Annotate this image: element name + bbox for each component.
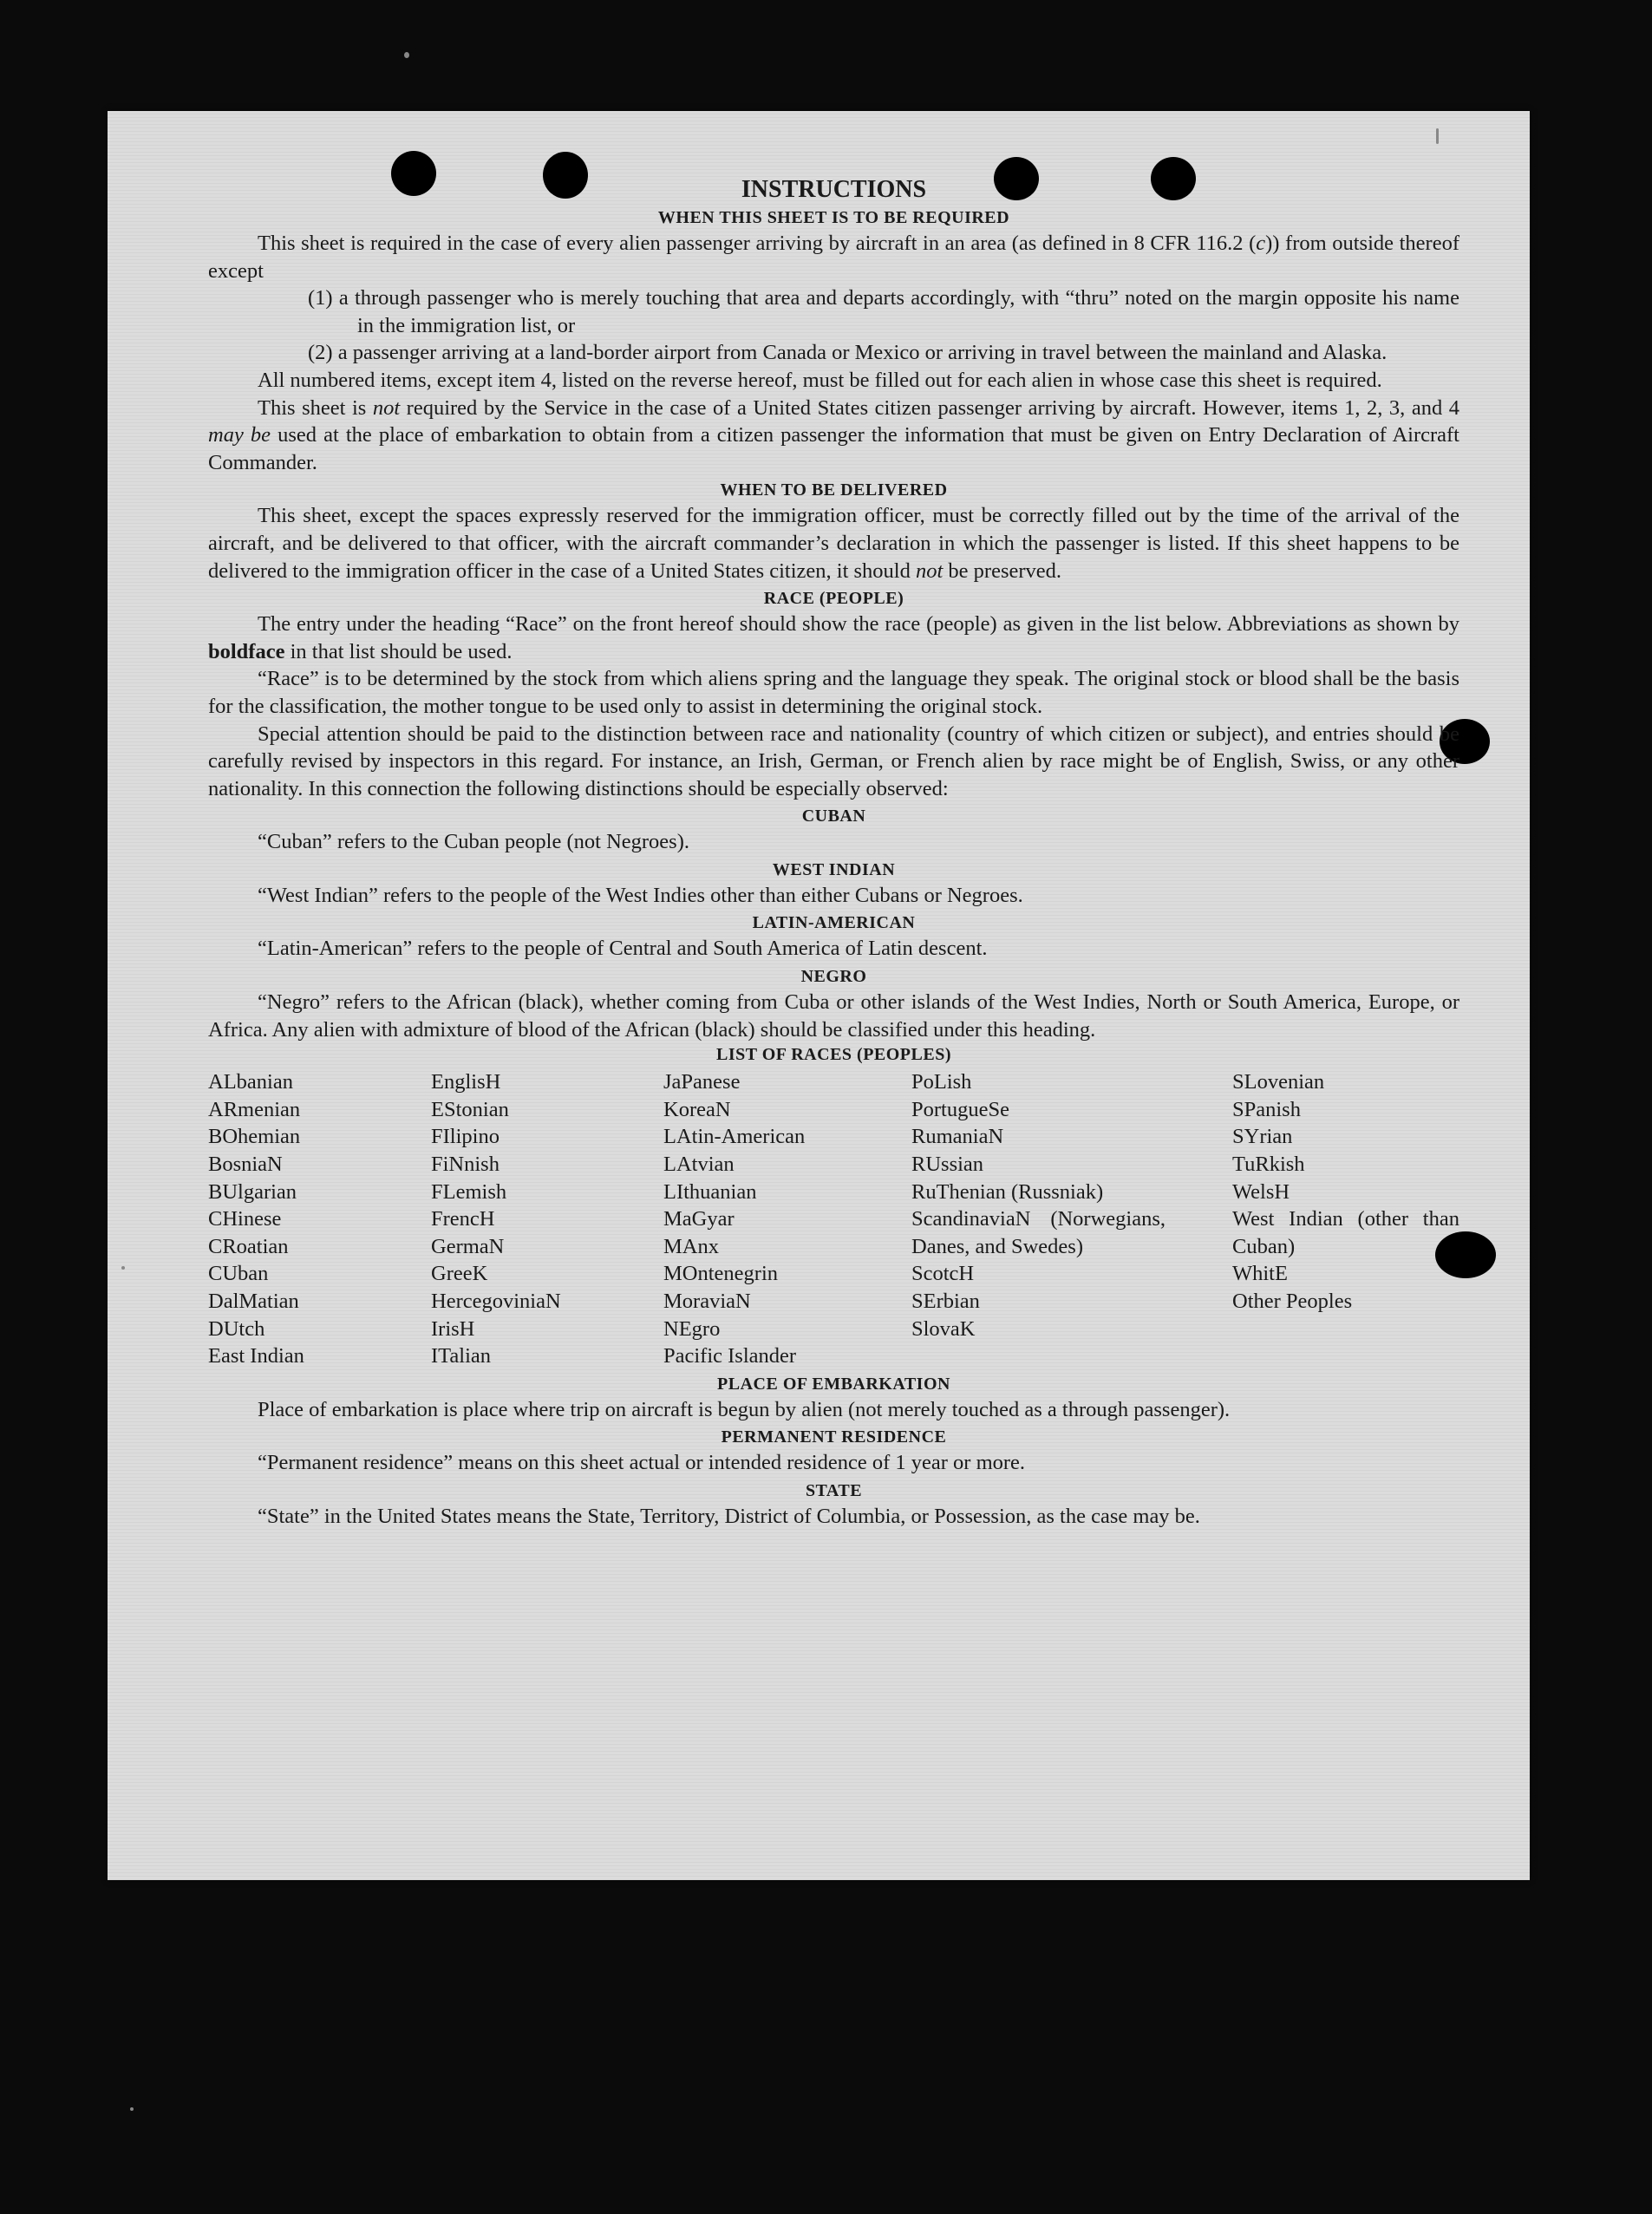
text-run-italic: c — [1256, 232, 1266, 255]
list-item: MAnx — [663, 1234, 719, 1258]
heading-cuban: CUBAN — [801, 807, 866, 826]
text-run-italic: not — [372, 395, 401, 420]
races-column-5 — [1232, 1068, 1459, 1370]
list-item: WelsH — [1232, 1179, 1290, 1204]
list-item: West Indian (other than Cuban) — [1232, 1207, 1459, 1258]
list-item: SErbian — [911, 1290, 980, 1313]
list-item: CHinese — [208, 1207, 282, 1231]
heading-latin-american: LATIN-AMERICAN — [752, 913, 916, 933]
paragraph-west-indian: “West Indian” refers to the people of the West Indies other than either Cubans or Negroes. — [258, 883, 1023, 907]
list-item: KoreaN — [663, 1097, 731, 1121]
heading-race: RACE (PEOPLE) — [763, 589, 904, 609]
dust-speck — [130, 2107, 134, 2111]
list-item: SPanish — [1232, 1097, 1301, 1121]
text-run: The entry under the heading “Race” on the front hereof should show the race (people) as given in the list below. Abbreviations as shown by — [258, 612, 1459, 637]
list-item: East Indian — [208, 1344, 304, 1368]
text-run: in that list should be used. — [284, 639, 513, 663]
page-title: INSTRUCTIONS — [741, 176, 927, 203]
list-item: FrencH — [431, 1207, 495, 1231]
text-run: This sheet, except the spaces expressly reserved for the immigration officer, must be correctly filled out by the time of the arrival of the aircraft, and be delivered to that officer, with the aircraft commander’s declaration in which the passenger is listed. If this sheet happens to be delivered to the immigration officer in the case of a United States citizen, it should — [208, 504, 1459, 583]
list-item: FiNnish — [431, 1153, 500, 1177]
text-run: be preserved. — [943, 558, 1062, 583]
dust-speck — [404, 52, 409, 58]
races-column-3 — [663, 1068, 911, 1370]
paragraph-state: “State” in the United States means the State, Territory, District of Columbia, or Possession, as the case may be. — [258, 1504, 1200, 1528]
paragraph-embarkation: Place of embarkation is place where trip on aircraft is begun by alien (not merely touched as a through passenger). — [258, 1397, 1231, 1421]
paragraph-cuban: “Cuban” refers to the Cuban people (not Negroes). — [258, 830, 689, 854]
paragraph-permanent-residence: “Permanent residence” means on this sheet actual or intended residence of 1 year or more. — [258, 1451, 1026, 1475]
list-item: RuThenian (Russniak) — [911, 1179, 1104, 1204]
text-run: )) from outside thereof except — [208, 232, 1459, 283]
list-item: BosniaN — [208, 1153, 283, 1177]
list-item: RUssian — [911, 1153, 984, 1177]
list-item: MaGyar — [663, 1207, 735, 1231]
list-item: GreeK — [431, 1262, 488, 1286]
list-item: ITalian — [431, 1344, 492, 1368]
list-item: LAtin-American — [663, 1125, 806, 1149]
heading-west-indian: WEST INDIAN — [772, 859, 896, 879]
list-item: BOhemian — [208, 1125, 301, 1149]
races-list — [208, 1068, 1459, 1370]
list-item: PortugueSe — [911, 1097, 1009, 1121]
heading-negro: NEGRO — [800, 967, 867, 987]
heading-when-delivered: WHEN TO BE DELIVERED — [720, 480, 948, 500]
text-run-italic: not — [915, 558, 944, 583]
dust-speck — [1436, 128, 1439, 144]
list-item: EnglisH — [431, 1070, 501, 1094]
paragraph-race-2: “Race” is to be determined by the stock from which aliens spring and the language they speak. The original stock or blood shall be the basis for the classification, the mother tongue to be used only to assist in determining the original stock. — [208, 667, 1459, 718]
paragraph-negro: “Negro” refers to the African (black), whether coming from Cuba or other islands of the West Indies, North or South America, Europe, or Africa. Any alien with admixture of blood of the African (black) should be classified under this heading. — [208, 990, 1459, 1042]
heading-state: STATE — [805, 1480, 863, 1500]
paragraph-latin-american: “Latin-American” refers to the people of Central and South America of Latin descent. — [258, 937, 988, 961]
races-column-2 — [431, 1068, 663, 1370]
list-item: ScandinaviaN (Norwegians, Danes, and Swedes) — [911, 1207, 1166, 1258]
list-item: PoLish — [911, 1070, 972, 1094]
text-run: This sheet is — [258, 395, 373, 420]
text-run: This sheet is required in the case of every alien passenger arriving by aircraft in an area (as defined in 8 CFR 116.2 ( — [258, 232, 1257, 255]
paragraph-required-intro — [208, 230, 1459, 284]
instructions-content — [208, 173, 1459, 1531]
exception-item-1: (1) a through passenger who is merely touching that area and departs accordingly, with “thru” noted on the margin opposite his name in the immigration list, or — [308, 286, 1459, 337]
list-item: BUlgarian — [208, 1179, 297, 1204]
list-item: MoraviaN — [663, 1290, 751, 1313]
text-run-bold: boldface — [208, 639, 285, 663]
instruction-sheet — [108, 111, 1530, 1880]
list-item: ScotcH — [911, 1262, 975, 1286]
list-item: HercegoviniaN — [431, 1290, 561, 1313]
text-run: required by the Service in the case of a United States citizen passenger arriving by aircraft. However, items 1, 2, 3, and 4 — [400, 395, 1459, 420]
list-item: GermaN — [431, 1234, 505, 1258]
list-item: FLemish — [431, 1179, 507, 1204]
list-item: CRoatian — [208, 1234, 289, 1258]
list-item: LAtvian — [663, 1153, 735, 1177]
list-item: IrisH — [431, 1316, 475, 1341]
list-item: ARmenian — [208, 1097, 301, 1121]
list-item: WhitE — [1232, 1262, 1288, 1286]
heading-embarkation: PLACE OF EMBARKATION — [717, 1374, 950, 1394]
list-item: TuRkish — [1232, 1153, 1305, 1177]
list-item: Other Peoples — [1232, 1290, 1353, 1313]
list-item: SlovaK — [911, 1316, 976, 1341]
list-item: EStonian — [431, 1097, 509, 1121]
list-item: NEgro — [663, 1316, 721, 1341]
heading-list-of-races: LIST OF RACES (PEOPLES) — [715, 1045, 951, 1065]
list-item: JaPanese — [663, 1070, 741, 1094]
list-item: SLovenian — [1232, 1070, 1325, 1094]
dust-speck — [121, 1266, 125, 1270]
list-item: RumaniaN — [911, 1125, 1004, 1149]
list-item: Pacific Islander — [663, 1344, 797, 1368]
races-column-4 — [911, 1068, 1166, 1370]
paragraph-numbered-items: All numbered items, except item 4, listed on the reverse hereof, must be filled out for each alien in whose case this sheet is required. — [258, 368, 1382, 392]
list-item: DUtch — [208, 1316, 265, 1341]
list-item: FIlipino — [431, 1125, 500, 1149]
races-column-1 — [208, 1068, 431, 1370]
heading-when-required: WHEN THIS SHEET IS TO BE REQUIRED — [657, 208, 1010, 227]
list-item: LIthuanian — [663, 1179, 757, 1204]
text-run: used at the place of embarkation to obtain from a citizen passenger the information that must be given on Entry Declaration of Aircraft Commander. — [208, 423, 1459, 474]
paragraph-race-3: Special attention should be paid to the distinction between race and nationality (country of which citizen or subject), and entries should be carefully revised by inspectors in this regard. For instance, an Irish, German, or French alien by race might be of English, Swiss, or any other nationality. In this connection the following distinctions should be especially observed: — [208, 722, 1459, 800]
paragraph-race-1 — [208, 611, 1459, 665]
list-item: MOntenegrin — [663, 1262, 778, 1286]
paragraph-delivered — [208, 502, 1459, 585]
list-item: CUban — [208, 1262, 269, 1286]
list-item: ALbanian — [208, 1070, 293, 1094]
exception-item-2: (2) a passenger arriving at a land-border airport from Canada or Mexico or arriving in travel between the mainland and Alaska. — [308, 341, 1388, 365]
list-item: SYrian — [1232, 1125, 1293, 1149]
list-item: DalMatian — [208, 1290, 299, 1313]
heading-permanent-residence: PERMANENT RESIDENCE — [721, 1427, 947, 1447]
paragraph-citizen — [208, 395, 1459, 477]
text-run-italic: may be — [208, 423, 271, 447]
